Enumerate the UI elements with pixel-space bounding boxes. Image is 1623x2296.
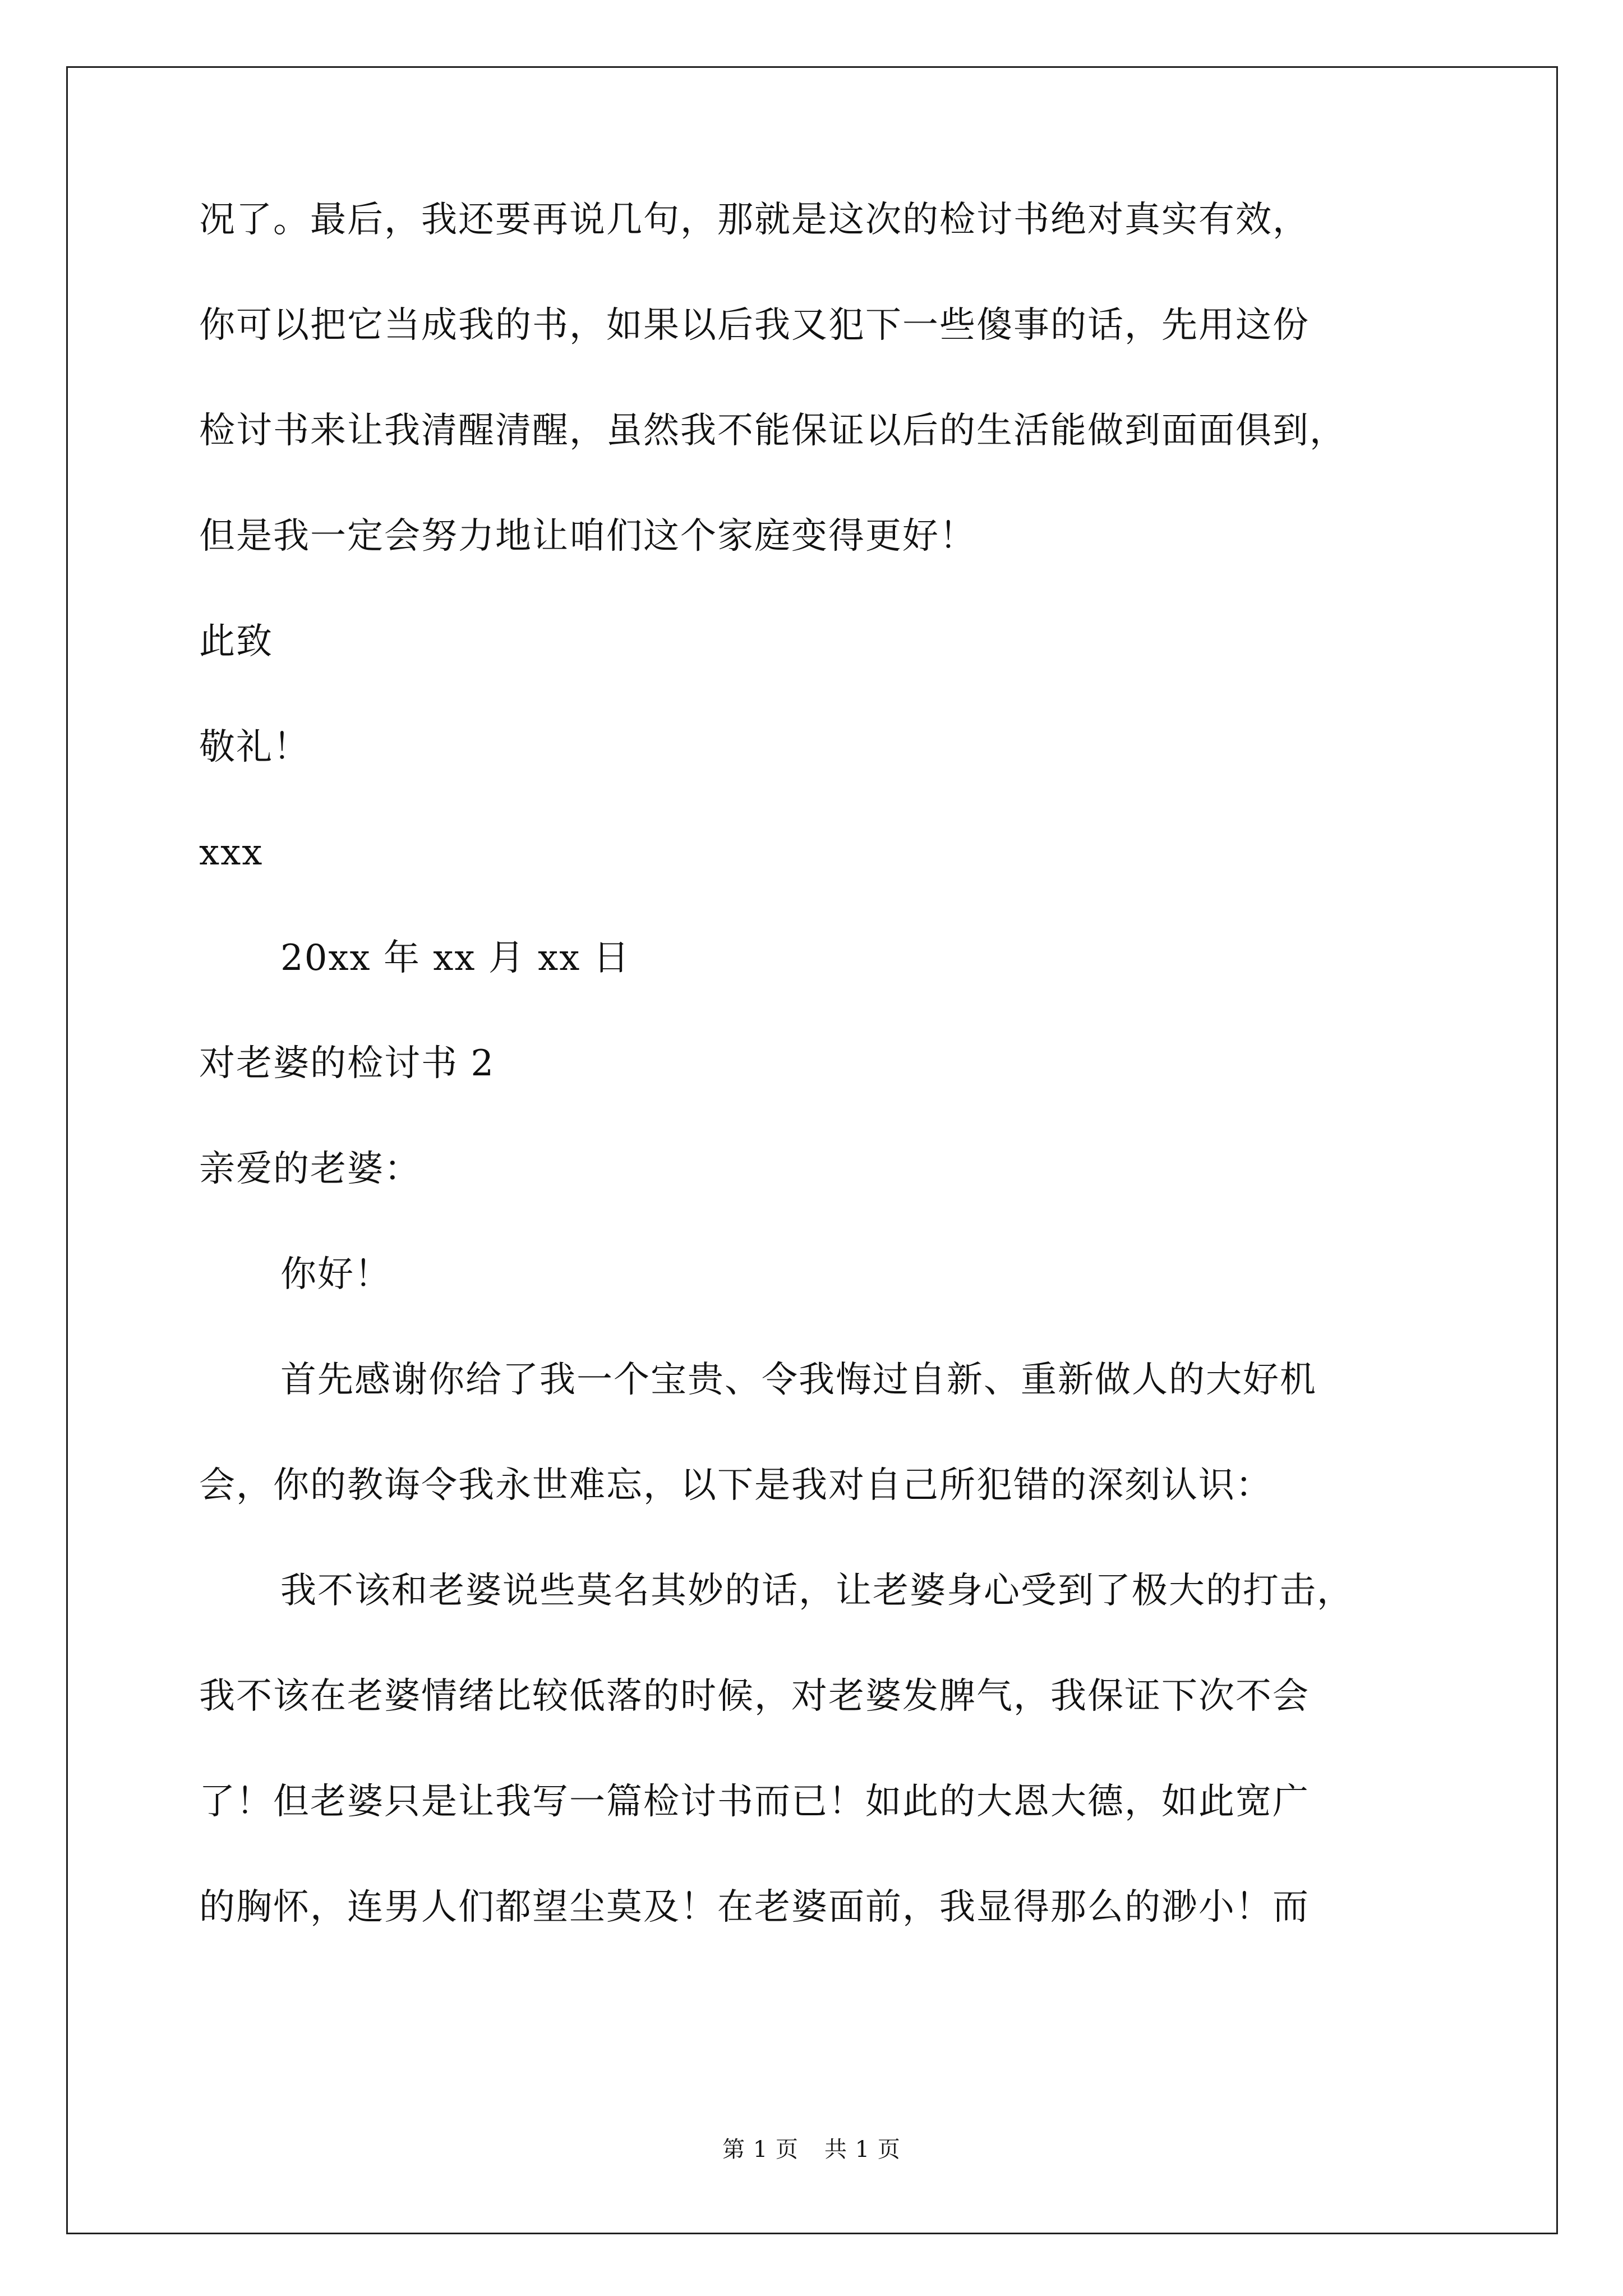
greeting: 亲爱的老婆：	[199, 1148, 421, 1190]
body-line-1: 况了。最后，我还要再说几句，那就是这次的检讨书绝对真实有效，	[199, 199, 1310, 241]
body-line-9: 了！但老婆只是让我写一篇检讨书而已！如此的大恩大德，如此宽广	[199, 1781, 1310, 1823]
hello-line: 你好！	[280, 1254, 391, 1295]
body-line-2: 你可以把它当成我的书，如果以后我又犯下一些傻事的话，先用这份	[199, 305, 1310, 346]
body-line-5: 首先感谢你给了我一个宝贵、令我悔过自新、重新做人的大好机	[280, 1359, 1317, 1401]
body-line-10: 的胸怀，连男人们都望尘莫及！在老婆面前，我显得那么的渺小！而	[199, 1887, 1310, 1928]
body-line-7: 我不该和老婆说些莫名其妙的话，让老婆身心受到了极大的打击，	[280, 1570, 1354, 1612]
section-title: 对老婆的检讨书 2	[199, 1043, 495, 1084]
body-line-3: 检讨书来让我清醒清醒，虽然我不能保证以后的生活能做到面面俱到，	[199, 410, 1347, 452]
date-line: 20xx 年 xx 月 xx 日	[280, 937, 630, 979]
body-line-6: 会，你的教诲令我永世难忘，以下是我对自己所犯错的深刻认识：	[199, 1465, 1272, 1506]
page-number: 第 1 页	[722, 2137, 799, 2162]
closing-salutation: 此致	[199, 621, 273, 662]
signature: xxx	[199, 832, 264, 873]
closing-regards: 敬礼！	[199, 726, 310, 768]
body-line-8: 我不该在老婆情绪比较低落的时候，对老婆发脾气，我保证下次不会	[199, 1676, 1310, 1717]
page-total: 共 1 页	[824, 2137, 901, 2162]
page-footer	[0, 2132, 1623, 2164]
body-line-4: 但是我一定会努力地让咱们这个家庭变得更好！	[199, 516, 976, 557]
